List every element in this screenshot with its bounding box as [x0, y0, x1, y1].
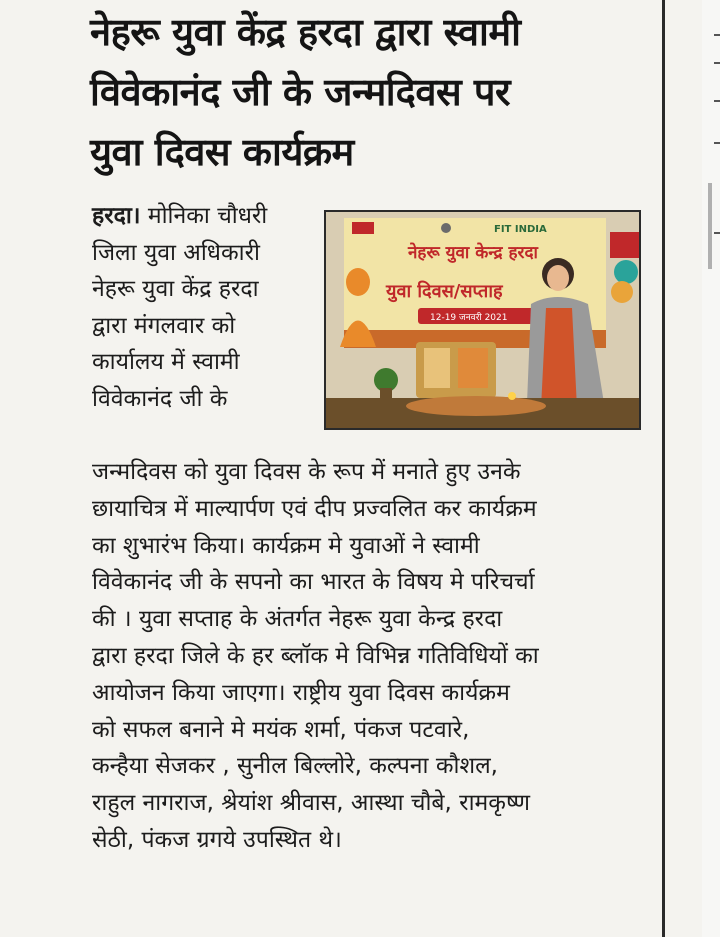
banner-subtitle: युवा दिवस/सप्ताह — [386, 281, 503, 302]
emblem-icon — [441, 223, 451, 233]
intro-line: विवेकानंद जी के — [92, 385, 228, 412]
edge-mark — [714, 232, 720, 234]
body-line: कन्हैया सेजकर , सुनील बिल्लोरे, कल्पना कौशल, — [92, 753, 498, 780]
body-line: को सफल बनाने मे मयंक शर्मा, पंकज पटवारे, — [92, 716, 470, 743]
intro-line: नेहरू युवा केंद्र हरदा — [92, 276, 259, 302]
body-line: छायाचित्र में माल्यार्पण एवं दीप प्रज्वलित कर कार्यक्रम — [92, 495, 537, 522]
banner-date: 12-19 जनवरी 2021 — [430, 313, 508, 323]
article-body — [92, 454, 652, 859]
headline — [90, 2, 645, 182]
intro-line: द्वारा मंगलवार को — [92, 312, 236, 339]
news-photo — [324, 210, 641, 430]
headline-line: विवेकानंद जी के जन्मदिवस पर — [90, 70, 510, 114]
body-line: की । युवा सप्ताह के अंतर्गत नेहरू युवा केन्द्र हरदा — [92, 606, 503, 633]
intro-line: मोनिका चौधरी — [147, 203, 268, 229]
scrollbar-edge — [708, 183, 712, 269]
body-line: सेठी, पंकज ग्रगये उपस्थित थे। — [92, 826, 342, 853]
diya-icon — [406, 396, 546, 416]
intro-line: जिला युवा अधिकारी — [92, 239, 260, 266]
body-line: विवेकानंद जी के सपनो का भारत के विषय मे परिचर्चा — [92, 569, 535, 596]
banner-title: नेहरू युवा केन्द्र हरदा — [408, 243, 538, 263]
intro-line: कार्यालय में स्वामी — [92, 349, 240, 375]
article-intro — [92, 198, 320, 417]
edge-mark — [714, 142, 720, 144]
edge-mark — [714, 34, 720, 36]
logo-icon — [352, 222, 374, 234]
body-line: का शुभारंभ किया। कार्यक्रम मे युवाओं ने स्वामी — [92, 532, 480, 559]
column-divider — [662, 0, 665, 937]
body-line: द्वारा हरदा जिले के हर ब्लॉक मे विभिन्न गतिविधियों का — [92, 642, 539, 669]
vivekananda-portrait-icon — [346, 268, 370, 296]
edge-mark — [714, 62, 720, 64]
balloon-icon — [614, 260, 638, 284]
edge-mark — [714, 100, 720, 102]
headline-line: युवा दिवस कार्यक्रम — [90, 130, 354, 174]
headline-line: नेहरू युवा केंद्र हरदा द्वारा स्वामी — [90, 10, 521, 54]
body-line: राहुल नागराज, श्रेयांश श्रीवास, आस्था चौबे, रामकृष्ण — [92, 790, 530, 817]
fit-india-logo: FIT INDIA — [494, 224, 547, 235]
body-line: जन्मदिवस को युवा दिवस के रूप में मनाते हुए उनके — [92, 459, 521, 485]
dateline: हरदा। — [92, 203, 141, 229]
body-line: आयोजन किया जाएगा। राष्ट्रीय युवा दिवस कार्यक्रम — [92, 679, 510, 706]
adjacent-column-edge — [702, 0, 720, 937]
